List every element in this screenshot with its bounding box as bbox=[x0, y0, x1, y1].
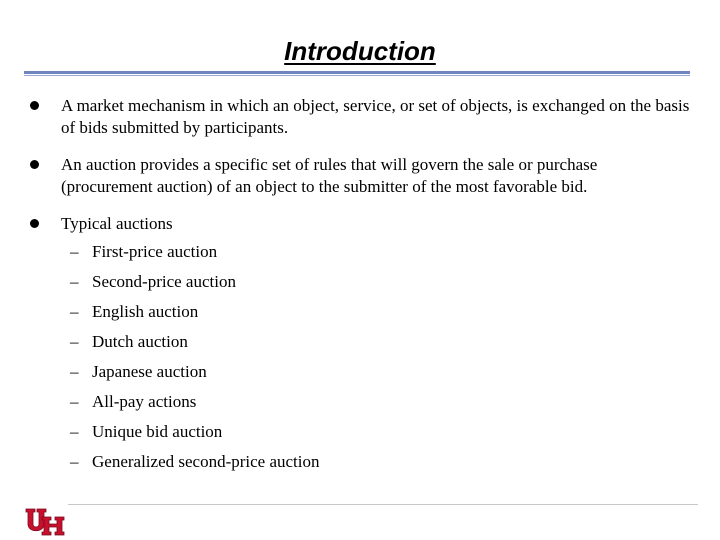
sub-item-text: Dutch auction bbox=[92, 332, 188, 351]
dash-icon: – bbox=[70, 362, 79, 381]
bullet-item bbox=[30, 95, 690, 139]
uh-logo-icon bbox=[24, 507, 68, 537]
dash-icon: – bbox=[70, 392, 79, 411]
sub-item-text: Second-price auction bbox=[92, 272, 236, 291]
sub-item bbox=[61, 421, 690, 443]
bullet-text: An auction provides a specific set of rules that will govern the sale or purchase (procurement auction) of an object to the submitter of the most favorable bid. bbox=[61, 155, 598, 196]
sub-item-text: First-price auction bbox=[92, 242, 218, 261]
bullet-text: A market mechanism in which an object, service, or set of objects, is exchanged on the basis of bids submitted by participants. bbox=[61, 96, 690, 137]
sub-list bbox=[61, 241, 690, 473]
sub-item bbox=[61, 331, 690, 353]
dash-icon: – bbox=[70, 422, 79, 441]
sub-item-text: All-pay actions bbox=[92, 392, 197, 411]
dash-icon: – bbox=[70, 272, 79, 291]
dash-icon: – bbox=[70, 332, 79, 351]
dash-icon: – bbox=[70, 242, 79, 261]
bullet-item bbox=[30, 154, 690, 198]
bullet-list bbox=[30, 95, 690, 488]
bullet-dot-icon bbox=[30, 101, 39, 110]
sub-item-text: Unique bid auction bbox=[92, 422, 223, 441]
title-rule bbox=[24, 71, 690, 74]
bullet-text: Typical auctions bbox=[61, 214, 173, 233]
sub-item bbox=[61, 301, 690, 323]
dash-icon: – bbox=[70, 302, 79, 321]
dash-icon: – bbox=[70, 452, 79, 471]
footer-rule bbox=[68, 504, 698, 505]
slide-title: Introduction bbox=[284, 36, 436, 66]
sub-item-text: Japanese auction bbox=[92, 362, 207, 381]
sub-item bbox=[61, 241, 690, 263]
sub-item bbox=[61, 271, 690, 293]
sub-item bbox=[61, 451, 690, 473]
bullet-dot-icon bbox=[30, 219, 39, 228]
title-rule-thin bbox=[24, 75, 690, 76]
sub-item bbox=[61, 361, 690, 383]
bullet-dot-icon bbox=[30, 160, 39, 169]
sub-item-text: English auction bbox=[92, 302, 199, 321]
sub-item bbox=[61, 391, 690, 413]
bullet-item bbox=[30, 213, 690, 473]
sub-item-text: Generalized second-price auction bbox=[92, 452, 320, 471]
